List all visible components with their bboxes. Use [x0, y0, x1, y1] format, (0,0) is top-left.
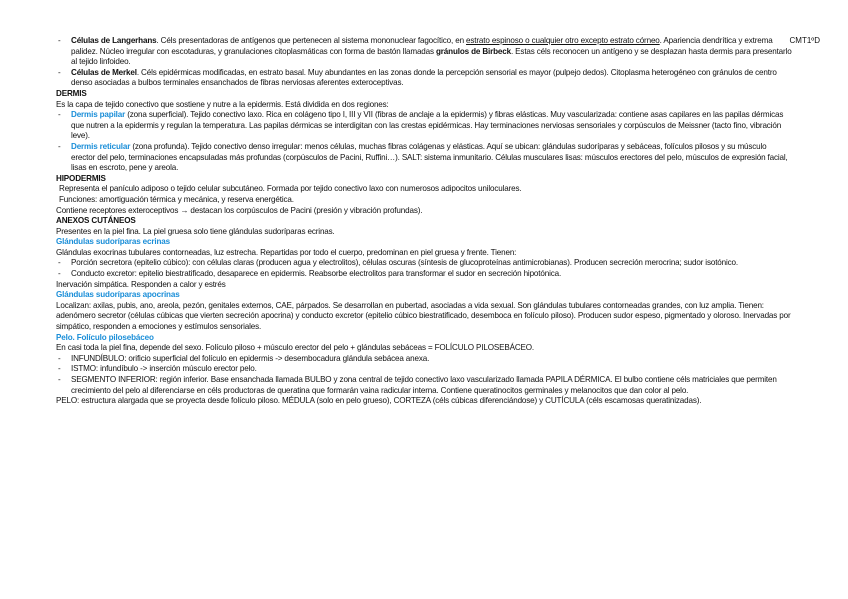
bullet-istmo: - ISTMO: infundíbulo -> inserción músculo erector pelo.: [56, 364, 792, 375]
heading-apocrinas: Glándulas sudoríparas apocrinas: [56, 290, 180, 300]
apocrinas-text: Localizan: axilas, pubis, ano, areola, pezón, genitales externos, CAE, párpados. Se desarrollan en pubertad, asociadas a vida sexual. Son glándulas tubulares contorneadas grandes, con luz amplia. Tienen: adenómero secretor (células cúbicas que vierten secreción apocrina) y conducto excretor (epitelio cúbico biestratificado, desemboca en folículo piloso). Producen sudor espeso, pigmentado y oloroso. Inervadas por simpático, responden a emociones y estímulos sensoriales.: [56, 300, 791, 332]
bullet-ecrinas-secretora: - Porción secretora (epitelio cúbico): con células claras (producen agua y electrolitos), células oscuras (síntesis de glucoproteínas antimicrobianas). Producen secreción merocrina; sudor isotónico.: [56, 258, 792, 269]
pelo-final: PELO: estructura alargada que se proyecta desde folículo piloso. MÉDULA (solo en pelo grueso), CORTEZA (céls cúbicas diferenciándose) y CUTÍCULA (céls escamosas queratinizadas).: [56, 396, 702, 406]
hipodermis-line-2: Funciones: amortiguación térmica y mecánica, y reserva energética.: [59, 194, 294, 204]
bullet-infundibulo: - INFUNDÍBULO: orificio superficial del folículo en epidermis -> desembocadura glándula sebácea anexa.: [56, 354, 792, 365]
dermis-intro: Es la capa de tejido conectivo que sostiene y nutre a la epidermis. Está dividida en dos regiones:: [56, 99, 389, 109]
bullet-langerhans: - Células de Langerhans. Céls presentadoras de antígenos que pertenecen al sistema mononuclear fagocítico, en estrato espinoso o cualquier otro excepto estrato córneo. Apariencia dendrítica y extrema palidez. Núcleo irregular con escotaduras, y granulaciones citoplasmáticas con forma de bastón llamadas gránulos de Birbeck. Estas céls reconocen un antígeno y se desplazan hasta dermis para presentarlo al tejido linfoideo.: [56, 36, 792, 68]
ecrinas-inervacion: Inervación simpática. Responden a calor y estrés: [56, 279, 226, 289]
bullet-dermis-reticular: - Dermis reticular (zona profunda). Tejido conectivo denso irregular: menos células, muchas fibras colágenas y elásticas. Aquí se ubican: glándulas sudoríparas y sebáceas, folículos pilosos y su músculo erector del pelo, terminaciones encapsuladas más profundas (corpúsculos de Pacini, Ruffini…). SALT: sistema inmunitario. Células musculares lisas: músculos erectores del pelo, músculos de expresión facial, lisas en escroto, pene y areola.: [56, 142, 792, 174]
heading-dermis: DERMIS: [56, 88, 87, 98]
heading-anexos: ANEXOS CUTÁNEOS: [56, 216, 136, 226]
ecrinas-intro: Glándulas exocrinas tubulares contorneadas, luz estrecha. Repartidas por todo el cuerpo, predominan en piel gruesa y frente. Tienen:: [56, 247, 517, 257]
term-langerhans: Células de Langerhans: [71, 36, 157, 45]
document-body: [56, 36, 792, 407]
term-merkel: Células de Merkel: [71, 67, 137, 77]
anexos-intro: Presentes en la piel fina. La piel gruesa solo tiene glándulas sudoríparas ecrinas.: [56, 226, 335, 236]
bullet-dermis-papilar: - Dermis papilar (zona superficial). Tejido conectivo laxo. Rica en colágeno tipo I, III y VII (fibras de anclaje a la epidermis) y fibras elásticas. Muy vascularizada: contiene asas capilares en las papilas dérmicas que nutren a la epidermis y regulan la temperatura. Las papilas dérmicas se interdigitan con las crestas epidérmicas. Hay terminaciones nerviosas sensoriales y corpúsculos de Meissner (tacto fino, vibración leve).: [56, 110, 792, 142]
heading-hipodermis: HIPODERMIS: [56, 173, 106, 183]
bullet-ecrinas-conducto: - Conducto excretor: epitelio biestratificado, desaparece en epidermis. Reabsorbe electrolitos para transformar el sudor en secreción hipotónica.: [56, 269, 792, 280]
term-birbeck: gránulos de Birbeck: [436, 46, 511, 56]
pelo-intro: En casi toda la piel fina, depende del sexo. Folículo piloso + músculo erector del pelo + glándulas sebáceas = FOLÍCULO PILOSEBÁCEO.: [56, 343, 535, 353]
term-dermis-reticular: Dermis reticular: [71, 141, 131, 151]
heading-pelo: Pelo. Folículo pilosebáceo: [56, 332, 154, 342]
bullet-merkel: - Células de Merkel. Céls epidérmicas modificadas, en estrato basal. Muy abundantes en las zonas donde la percepción sensorial es mayor (pulpejo dedos). Citoplasma heterogéneo con gránulos de centro denso asociadas a bulbos terminales ensanchados de fibras nerviosas aferentes exteroceptivas.: [56, 68, 792, 89]
term-dermis-papilar: Dermis papilar: [71, 110, 126, 120]
underlined-strata: estrato espinoso o cualquier otro excepto estrato córneo: [466, 36, 660, 45]
hipodermis-line-1: Representa el panículo adiposo o tejido celular subcutáneo. Formada por tejido conectivo laxo con numerosos adipocitos uniloculares.: [59, 184, 522, 194]
heading-ecrinas: Glándulas sudoríparas ecrinas: [56, 237, 170, 247]
page-code: CMT1ºD: [789, 36, 820, 45]
bullet-segmento-inferior: - SEGMENTO INFERIOR: región inferior. Base ensanchada llamada BULBO y zona central de tejido conectivo laxo vascularizado llamada PAPILA DÉRMICA. El bulbo contiene céls matriciales que permiten crecimiento del pelo al diferenciarse en céls productoras de queratina que formarán vaina radicular interna. Contiene queratinocitos germinales y melanocitos que dan color al pelo.: [56, 375, 792, 396]
hipodermis-line-3: Contiene receptores exteroceptivos → destacan los corpúsculos de Pacini (presión y vibración profundas).: [56, 205, 423, 215]
